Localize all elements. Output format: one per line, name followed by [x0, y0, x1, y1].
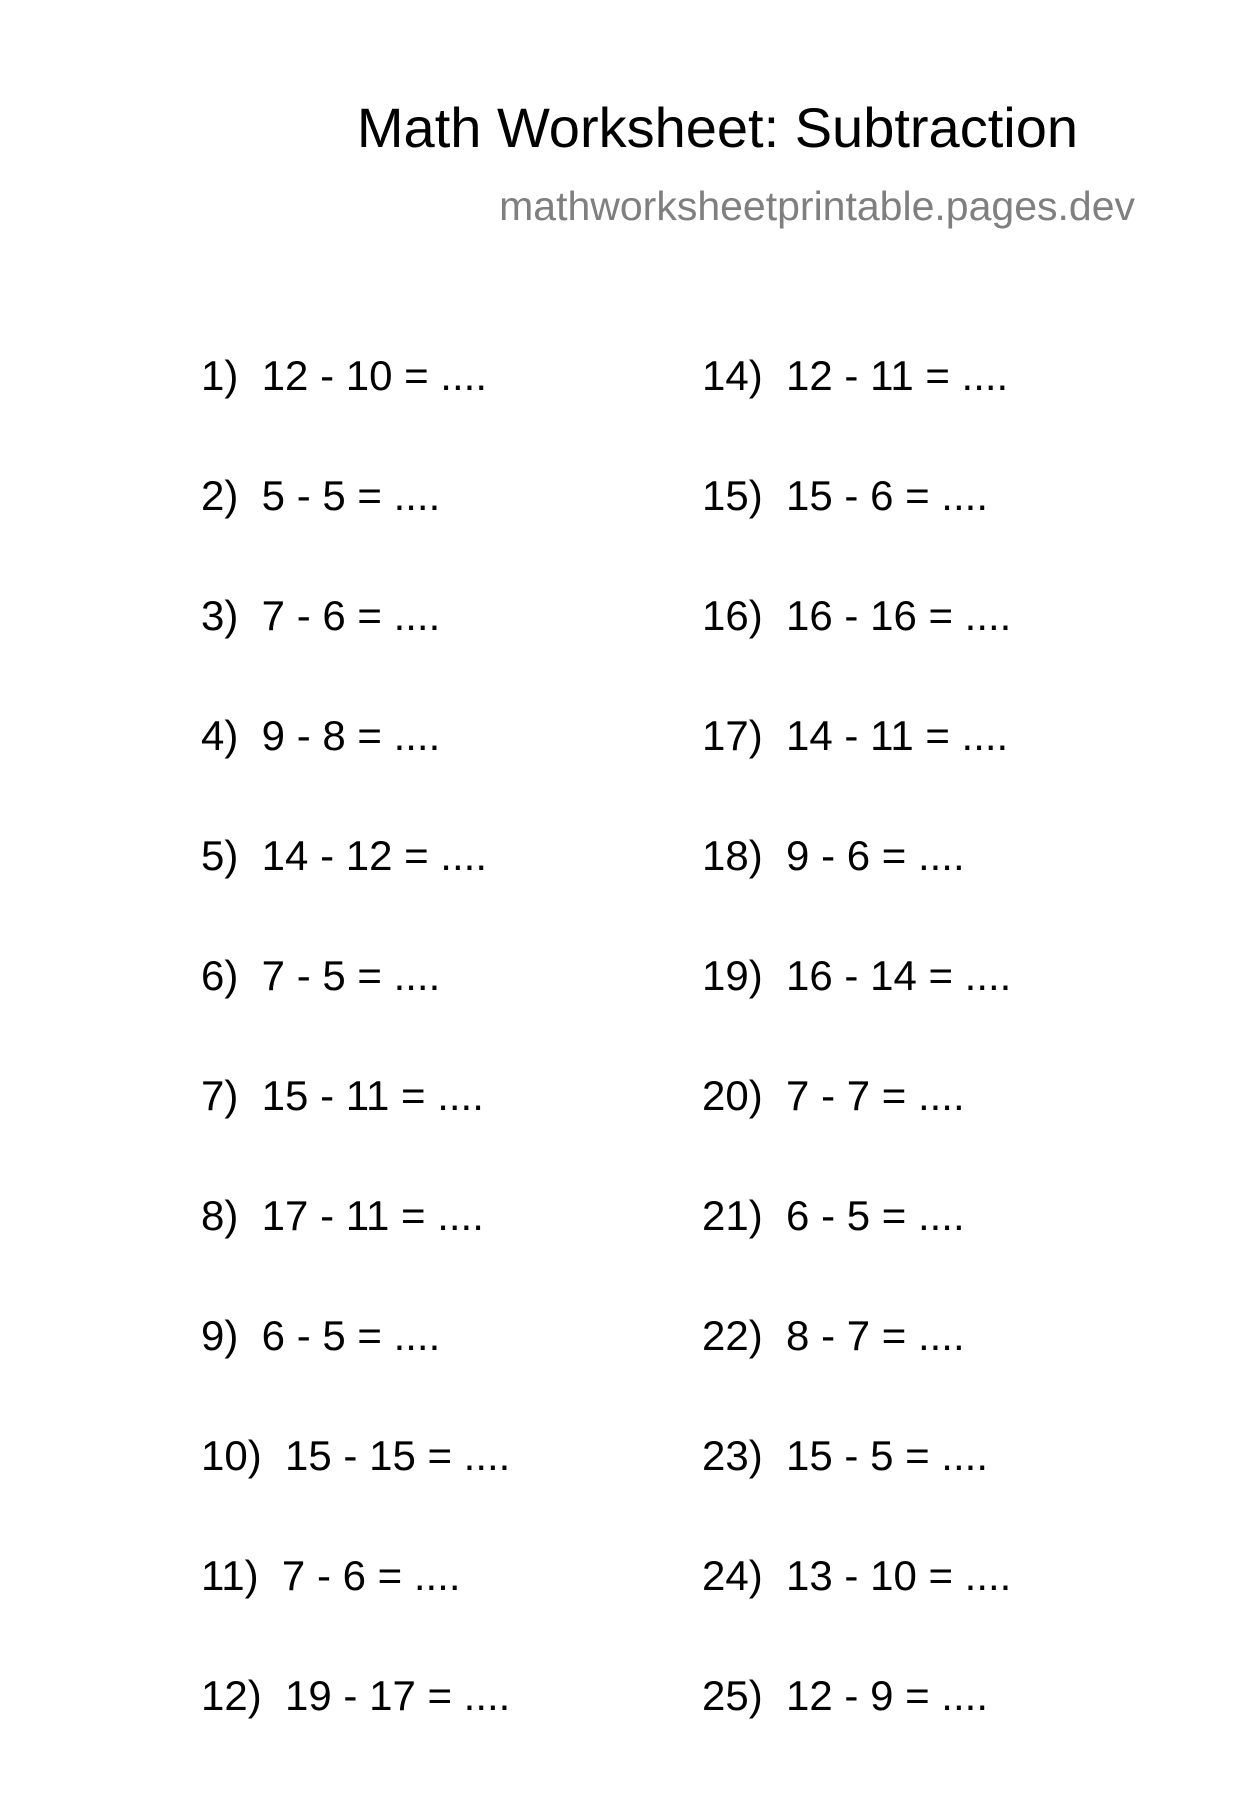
problem-22: 22) 8 - 7 = ....	[702, 1312, 965, 1359]
problem-1: 1) 12 - 10 = ....	[201, 352, 487, 399]
problem-15: 15) 15 - 6 = ....	[702, 472, 988, 519]
problem-23: 23) 15 - 5 = ....	[702, 1432, 988, 1479]
problem-5: 5) 14 - 12 = ....	[201, 832, 487, 879]
problem-column-right	[702, 352, 1012, 1795]
problem-4: 4) 9 - 8 = ....	[201, 712, 441, 759]
problem-column-left	[201, 352, 511, 1795]
problem-20: 20) 7 - 7 = ....	[702, 1072, 965, 1119]
problem-7: 7) 15 - 11 = ....	[201, 1072, 484, 1119]
page-subtitle: mathworksheetprintable.pages.dev	[499, 183, 1135, 229]
problem-2: 2) 5 - 5 = ....	[201, 472, 441, 519]
problem-9: 9) 6 - 5 = ....	[201, 1312, 441, 1359]
problem-8: 8) 17 - 11 = ....	[201, 1192, 484, 1239]
problem-19: 19) 16 - 14 = ....	[702, 952, 1012, 999]
page-title: Math Worksheet: Subtraction	[356, 96, 1078, 159]
problem-3: 3) 7 - 6 = ....	[201, 592, 441, 639]
problem-11: 11) 7 - 6 = ....	[201, 1552, 461, 1599]
problem-12: 12) 19 - 17 = ....	[201, 1672, 511, 1719]
problem-16: 16) 16 - 16 = ....	[702, 592, 1012, 639]
problem-10: 10) 15 - 15 = ....	[201, 1432, 511, 1479]
problem-25: 25) 12 - 9 = ....	[702, 1672, 988, 1719]
problem-6: 6) 7 - 5 = ....	[201, 952, 441, 999]
problem-17: 17) 14 - 11 = ....	[702, 712, 1009, 759]
problem-14: 14) 12 - 11 = ....	[702, 352, 1009, 399]
problem-21: 21) 6 - 5 = ....	[702, 1192, 965, 1239]
problem-18: 18) 9 - 6 = ....	[702, 832, 965, 879]
problem-24: 24) 13 - 10 = ....	[702, 1552, 1012, 1599]
